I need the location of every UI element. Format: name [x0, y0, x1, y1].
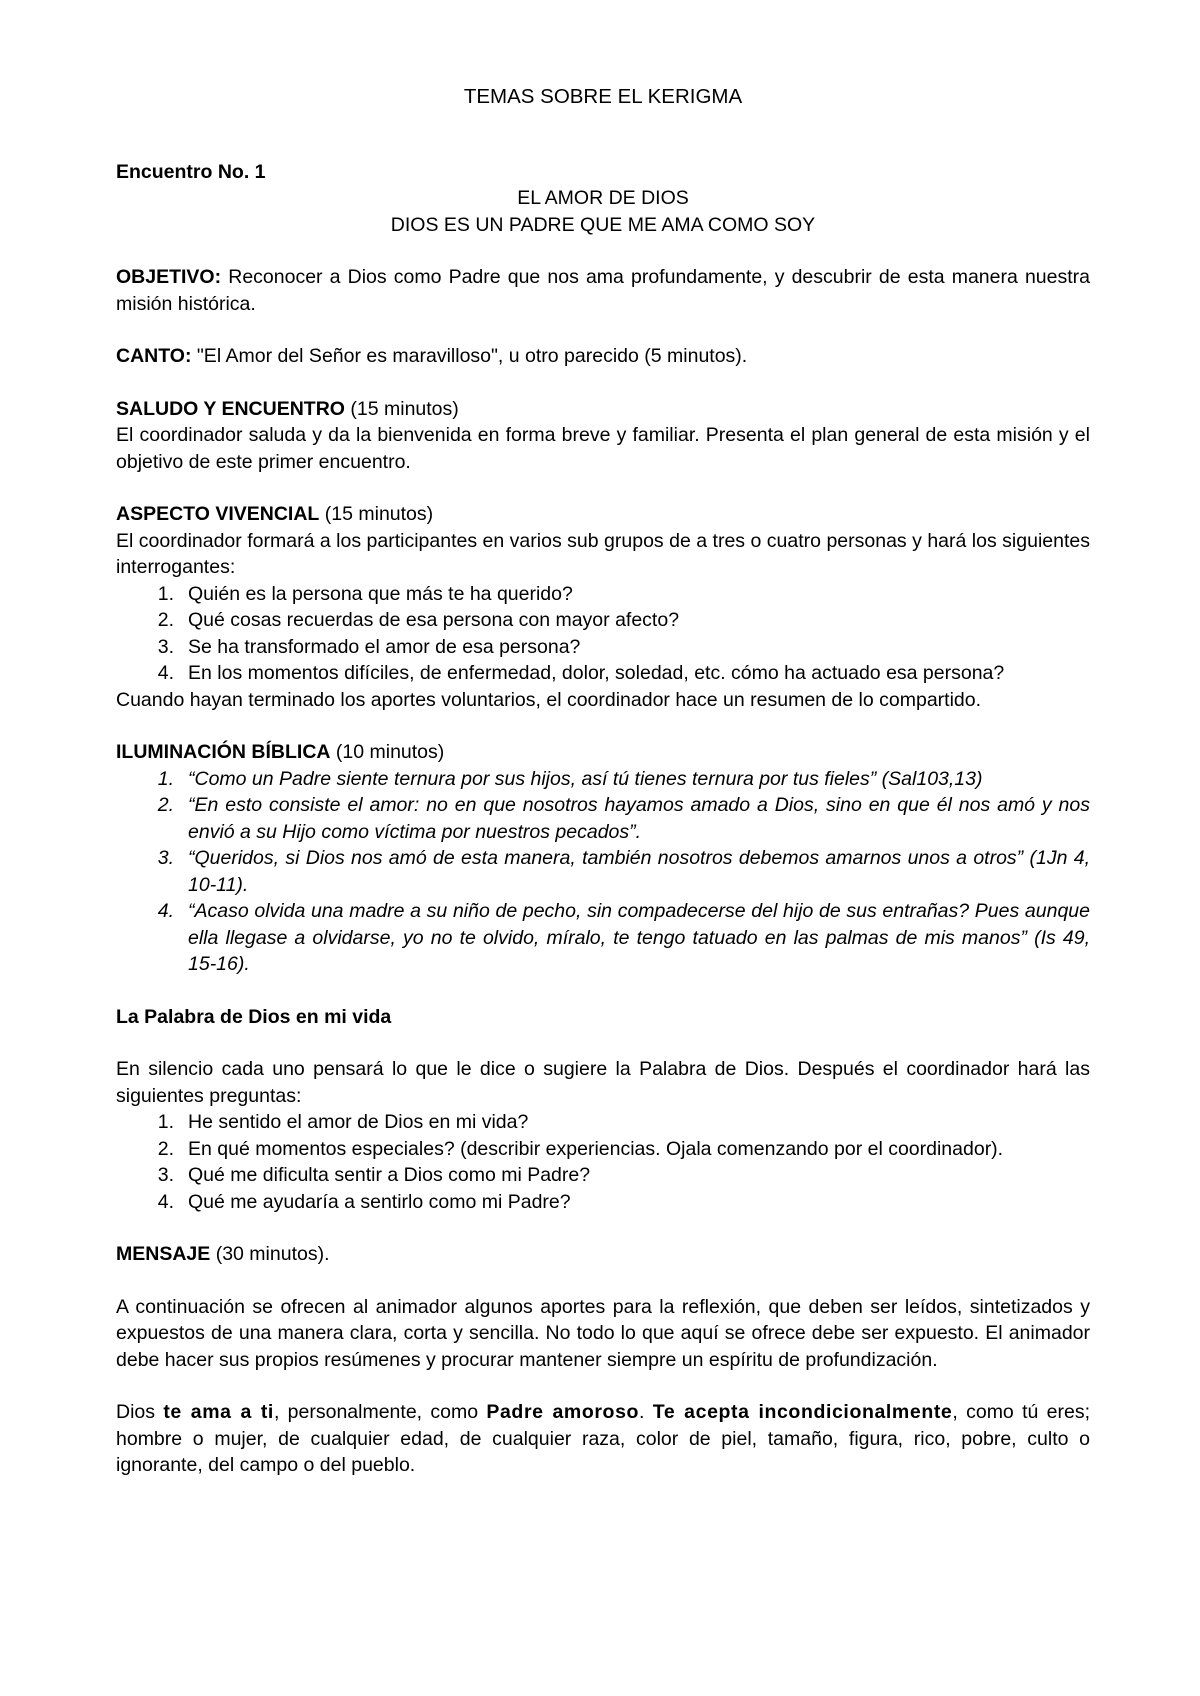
aspecto-time: (15 minutos) [319, 503, 434, 525]
saludo-heading [116, 396, 1090, 423]
emphasis-te-acepta: Te acepta incondicionalmente [652, 1401, 953, 1423]
objetivo-paragraph [116, 264, 1090, 317]
iluminacion-section [116, 739, 1090, 978]
list-item: 4. “Acaso olvida una madre a su niño de pecho, sin compadecerse del hijo de sus entrañas? Pues aunque ella llegase a olvidarse, yo no te olvido, míralo, te tengo tatuado en las palmas de mis manos” (Is 49, 15-16). [157, 900, 1090, 975]
iluminacion-time: (10 minutos) [330, 741, 445, 763]
palabra-intro: En silencio cada uno pensará lo que le dice o sugiere la Palabra de Dios. Después el coordinador hará las siguientes preguntas: [116, 1058, 1090, 1107]
list-item: 1. He sentido el amor de Dios en mi vida? [157, 1111, 529, 1133]
saludo-section [116, 396, 1090, 476]
aspecto-heading [116, 501, 1090, 528]
subtitle-padre: DIOS ES UN PADRE QUE ME AMA COMO SOY [390, 213, 816, 236]
mensaje-text: A continuación se ofrecen al animador algunos aportes para la reflexión, que deben ser leídos, sintetizados y expuestos de una manera clara, corta y sencilla. No todo lo que aquí se ofrece debe ser expuesto. El animador debe hacer sus propios resúmenes y procurar mantener siempre un espíritu de profundización. [116, 1295, 1090, 1371]
iluminacion-list [116, 766, 1090, 978]
final-paragraph: Dios te ama a ti, personalmente, como Padre amoroso. Te acepta incondicionalmente, como tú eres; hombre o mujer, de cualquier edad, de cualquier raza, color de piel, tamaño, figura, rico, pobre, culto o ignorante, del campo o del pueblo. [116, 1401, 1090, 1476]
list-item: 2. Qué cosas recuerdas de esa persona con mayor afecto? [157, 609, 680, 631]
saludo-text: El coordinador saluda y da la bienvenida en forma breve y familiar. Presenta el plan general de esta misión y el objetivo de este primer encuentro. [116, 424, 1090, 473]
document-title: TEMAS SOBRE EL KERIGMA [463, 85, 743, 108]
mensaje-label: MENSAJE [116, 1243, 211, 1265]
list-item: 4. En los momentos difíciles, de enfermedad, dolor, soledad, etc. cómo ha actuado esa persona? [157, 662, 1005, 684]
list-item: 4. Qué me ayudaría a sentirlo como mi Padre? [157, 1190, 571, 1213]
canto-text: "El Amor del Señor es maravilloso", u otro parecido (5 minutos). [191, 345, 748, 367]
saludo-label: SALUDO Y ENCUENTRO [116, 397, 345, 420]
aspecto-intro: El coordinador formará a los participantes en varios sub grupos de a tres o cuatro personas y hará los siguientes interrogantes: [116, 529, 1090, 578]
list-item: 1. Quién es la persona que más te ha querido? [157, 582, 573, 605]
canto-label: CANTO: [116, 345, 192, 367]
iluminacion-heading [116, 739, 1090, 766]
iluminacion-label: ILUMINACIÓN BÍBLICA [116, 741, 331, 763]
list-item: 3. Se ha transformado el amor de esa persona? [157, 635, 581, 658]
aspecto-label: ASPECTO VIVENCIAL [116, 503, 320, 525]
list-item: 3. “Queridos, si Dios nos amó de esta manera, también nosotros debemos amarnos unos a otros” (1Jn 4, 10-11). [157, 847, 1090, 896]
palabra-list [116, 1109, 1090, 1215]
aspecto-section [116, 501, 1090, 713]
list-item: 1. “Como un Padre siente ternura por sus hijos, así tú tienes ternura por tus fieles” (Sal103,13) [157, 767, 983, 790]
aspecto-list [116, 581, 1090, 687]
list-item: 2. En qué momentos especiales? (describir experiencias. Ojala comenzando por el coordinador). [157, 1137, 1004, 1160]
emphasis-te-ama: te ama a ti [163, 1401, 274, 1423]
document-content [116, 84, 1090, 1479]
palabra-section [116, 1056, 1090, 1215]
encuentro-label: Encuentro No. 1 [116, 160, 266, 183]
subtitle-amor: EL AMOR DE DIOS [517, 187, 689, 209]
mensaje-time: (30 minutos). [210, 1243, 330, 1265]
canto-paragraph [116, 343, 1090, 370]
saludo-time: (15 minutos) [344, 397, 459, 420]
aspecto-outro: Cuando hayan terminado los aportes voluntarios, el coordinador hace un resumen de lo compartido. [116, 688, 982, 711]
list-item: 2. “En esto consiste el amor: no en que nosotros hayamos amado a Dios, sino en que él nos amó y nos envió a su Hijo como víctima por nuestros pecados”. [157, 794, 1090, 843]
mensaje-heading [116, 1241, 1090, 1268]
objetivo-text: Reconocer a Dios como Padre que nos ama profundamente, y descubrir de esta manera nuestra misión histórica. [116, 266, 1090, 315]
emphasis-padre-amoroso: Padre amoroso [486, 1401, 640, 1423]
objetivo-label: OBJETIVO: [116, 266, 222, 288]
palabra-heading: La Palabra de Dios en mi vida [116, 1005, 392, 1028]
list-item: 3. Qué me dificulta sentir a Dios como mi Padre? [157, 1164, 591, 1186]
